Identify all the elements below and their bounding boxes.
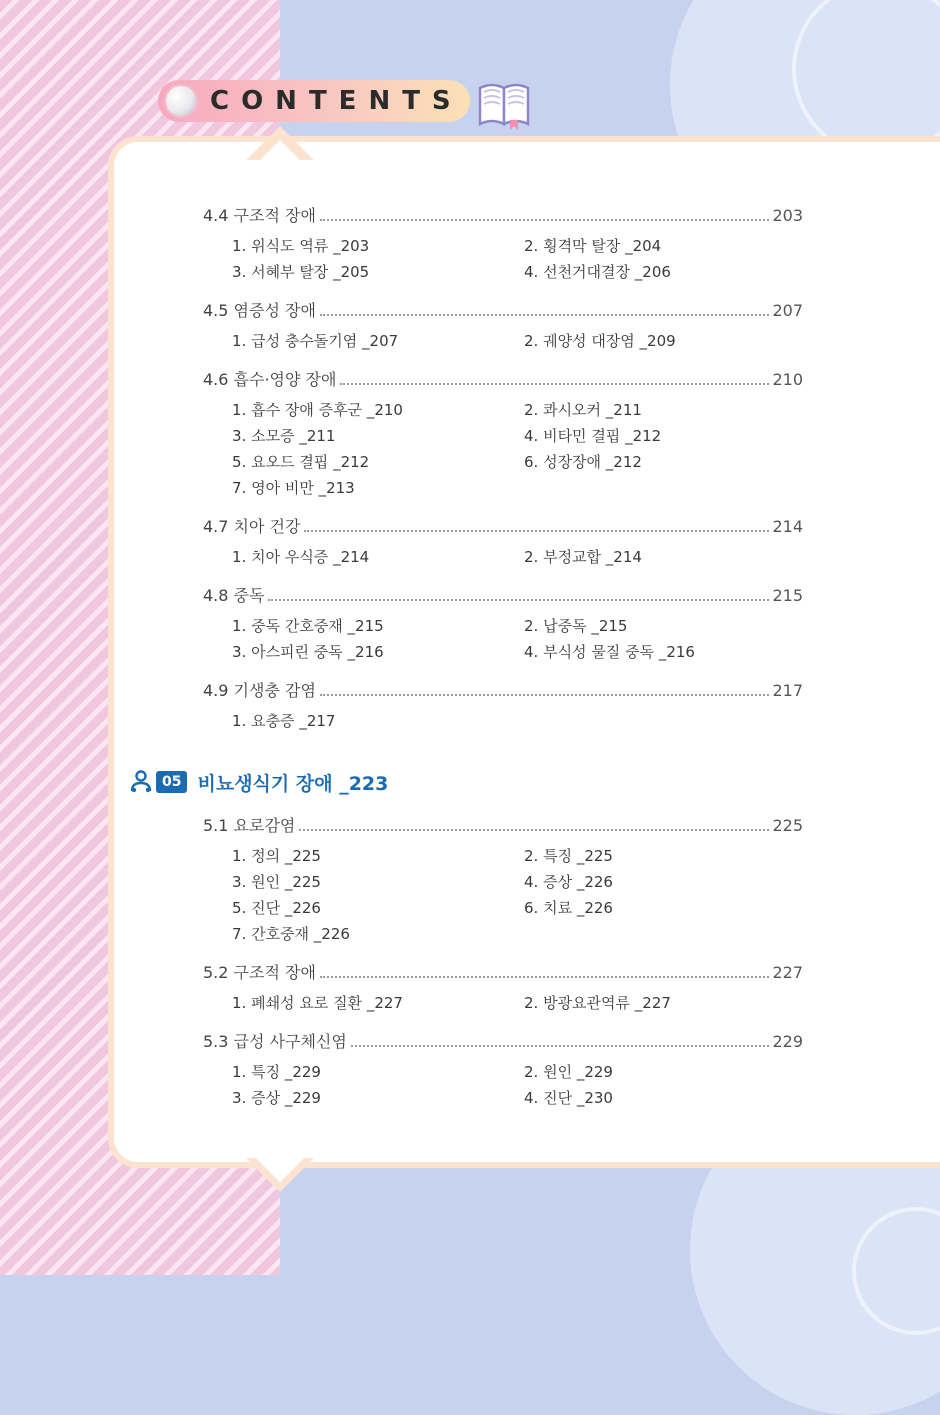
toc-item[interactable]: 3. 서혜부 탈장 _205 [232,263,370,281]
toc-section[interactable] [203,963,803,983]
dot-leader [320,219,770,221]
section-page: 210 [772,370,803,389]
section-title: 4.7 치아 건강 [203,517,301,536]
card-notch-bottom-inner [252,1154,308,1182]
section-page: 225 [772,816,803,835]
toc-item[interactable]: 7. 영아 비만 _213 [232,479,355,497]
dot-leader [320,694,770,696]
dot-leader [304,530,769,532]
person-icon [130,769,152,795]
toc-item[interactable]: 1. 위식도 역류 _203 [232,237,370,255]
toc-item[interactable]: 5. 요오드 결핍 _212 [232,453,370,471]
chapter-heading[interactable] [130,768,388,796]
section-title: 4.9 기생충 감염 [203,681,316,700]
open-book-icon [476,76,532,132]
toc-item[interactable]: 2. 부정교합 _214 [524,548,642,566]
section-page: 203 [772,206,803,225]
chapter-title: 비뇨생식기 장애 _223 [197,772,389,795]
toc-item[interactable]: 3. 소모증 _211 [232,427,336,445]
section-title: 4.5 염증성 장애 [203,301,316,320]
toc-section[interactable] [203,586,803,606]
toc-item[interactable]: 2. 방광요관역류 _227 [524,994,671,1012]
toc-item[interactable]: 3. 아스피린 중독 _216 [232,643,384,661]
section-page: 227 [772,963,803,982]
toc-section[interactable] [203,206,803,226]
toc-item[interactable]: 4. 증상 _226 [524,873,613,891]
toc-section[interactable] [203,370,803,390]
dot-leader [340,383,769,385]
toc-item[interactable]: 4. 비타민 결핍 _212 [524,427,662,445]
section-title: 5.2 구조적 장애 [203,963,316,982]
toc-item[interactable]: 3. 증상 _229 [232,1089,321,1107]
toc-item[interactable]: 1. 급성 충수돌기염 _207 [232,332,399,350]
toc-item[interactable]: 2. 특징 _225 [524,847,613,865]
toc-item[interactable]: 1. 치아 우식증 _214 [232,548,370,566]
chapter-number: 05 [156,771,187,793]
toc-item[interactable]: 2. 궤양성 대장염 _209 [524,332,676,350]
toc-item[interactable]: 1. 폐쇄성 요로 질환 _227 [232,994,403,1012]
dot-leader [351,1045,770,1047]
toc-item[interactable]: 1. 요충증 _217 [232,712,336,730]
toc-item[interactable]: 1. 정의 _225 [232,847,321,865]
toc-item[interactable]: 2. 원인 _229 [524,1063,613,1081]
toc-item[interactable]: 1. 특징 _229 [232,1063,321,1081]
toc-item[interactable]: 1. 중독 간호중재 _215 [232,617,384,635]
toc-section[interactable] [203,517,803,537]
toc-item[interactable]: 6. 치료 _226 [524,899,613,917]
dot-leader [299,829,769,831]
toc-item[interactable]: 2. 횡격막 탈장 _204 [524,237,662,255]
dot-leader [320,976,770,978]
section-page: 215 [772,586,803,605]
toc-item[interactable]: 7. 간호중재 _226 [232,925,350,943]
section-title: 4.8 중독 [203,586,265,605]
toc-item[interactable]: 2. 납중독 _215 [524,617,628,635]
toc-item[interactable]: 3. 원인 _225 [232,873,321,891]
toc-section[interactable] [203,301,803,321]
section-page: 217 [772,681,803,700]
pearl-icon [166,86,196,116]
toc-item[interactable]: 2. 콰시오커 _211 [524,401,642,419]
section-page: 214 [772,517,803,536]
card-notch-top-inner [252,140,308,168]
section-title: 4.4 구조적 장애 [203,206,316,225]
toc-item[interactable]: 6. 성장장애 _212 [524,453,642,471]
toc-section[interactable] [203,681,803,701]
dot-leader [320,314,770,316]
section-title: 5.3 급성 사구체신염 [203,1032,347,1051]
toc-section[interactable] [203,816,803,836]
dot-leader [268,599,769,601]
section-page: 207 [772,301,803,320]
toc-item[interactable]: 4. 진단 _230 [524,1089,613,1107]
page-title: CONTENTS [210,86,463,116]
toc-section[interactable] [203,1032,803,1052]
toc-item[interactable]: 1. 흡수 장애 증후군 _210 [232,401,403,419]
section-page: 229 [772,1032,803,1051]
section-title: 4.6 흡수·영양 장애 [203,370,337,389]
section-title: 5.1 요로감염 [203,816,296,835]
toc-item[interactable]: 5. 진단 _226 [232,899,321,917]
toc-item[interactable]: 4. 선천거대결장 _206 [524,263,671,281]
toc-item[interactable]: 4. 부식성 물질 중독 _216 [524,643,695,661]
